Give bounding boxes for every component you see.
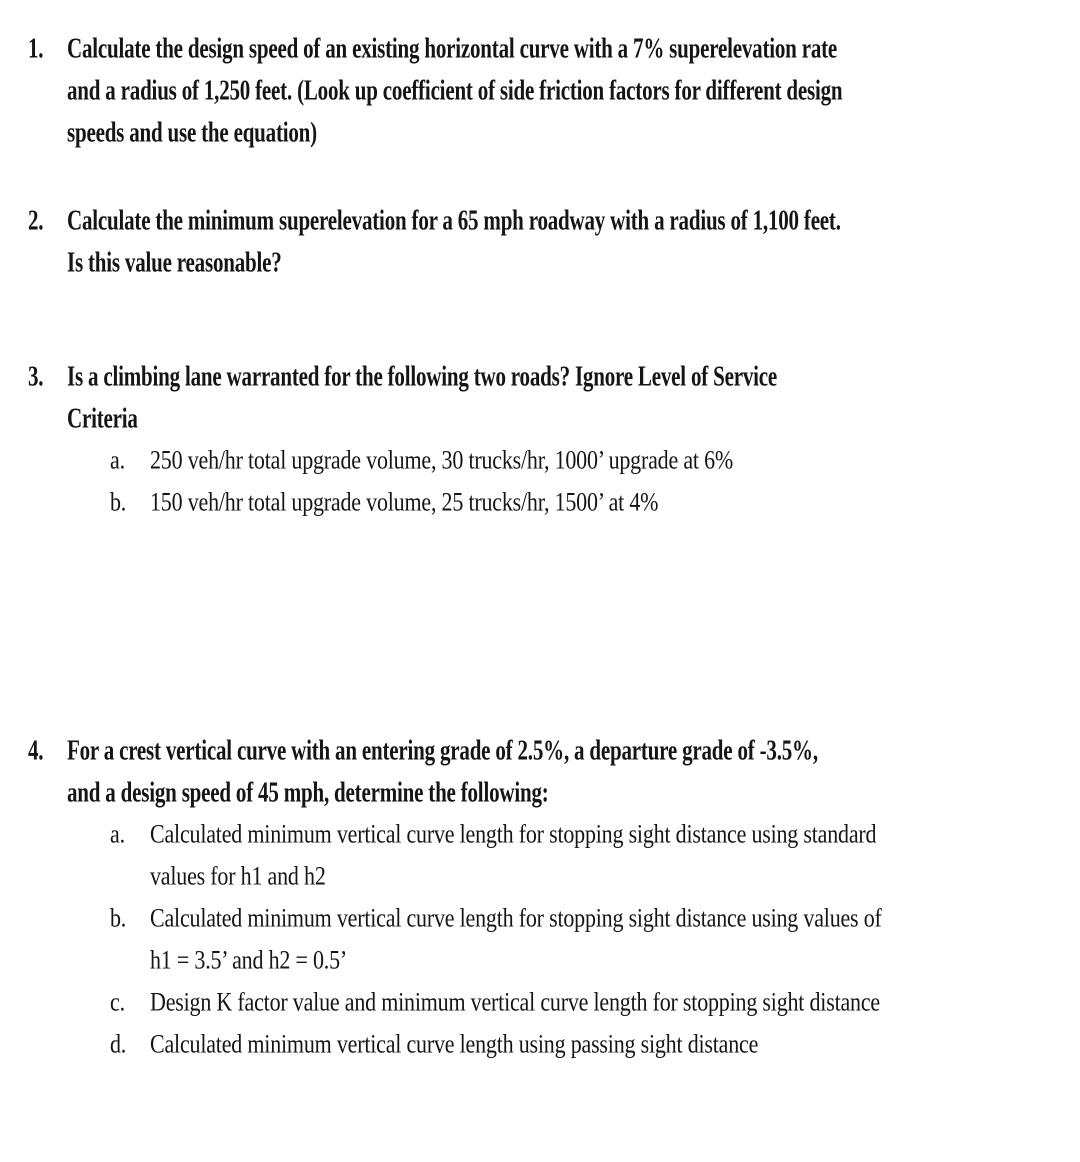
problem-3: [0, 355, 1080, 523]
problem-3-text: Is a climbing lane warranted for the following two roads? Ignore Level of Service: [67, 359, 777, 393]
subitem-letter: a.: [110, 444, 125, 475]
subitem-letter: b.: [110, 486, 127, 517]
subitem-text: h1 = 3.5’ and h2 = 0.5’: [150, 944, 347, 975]
subitem-letter: d.: [110, 1028, 127, 1059]
problem-4-text: and a design speed of 45 mph, determine the following:: [67, 775, 549, 809]
problem-3-text: Criteria: [67, 401, 138, 435]
problem-1-number: 1.: [28, 31, 44, 65]
problem-2-text: Calculate the minimum superelevation for a 65 mph roadway with a radius of 1,100 feet.: [67, 203, 841, 237]
problem-2: [0, 199, 1080, 283]
subitem-letter: a.: [110, 818, 125, 849]
subitem-text: 250 veh/hr total upgrade volume, 30 trucks/hr, 1000’ upgrade at 6%: [150, 444, 734, 475]
problem-1: [0, 27, 1080, 153]
problem-2-number: 2.: [28, 203, 44, 237]
problem-4-text: For a crest vertical curve with an entering grade of 2.5%, a departure grade of -3.5%,: [67, 733, 818, 767]
subitem-text: Design K factor value and minimum vertical curve length for stopping sight distance: [150, 986, 880, 1017]
problem-1-text: Calculate the design speed of an existing horizontal curve with a 7% superelevation rate: [67, 31, 838, 65]
problem-1-line-3: [0, 103, 1080, 161]
problem-4: [0, 729, 1080, 1065]
subitem-text: 150 veh/hr total upgrade volume, 25 trucks/hr, 1500’ at 4%: [150, 486, 659, 517]
subitem-text: Calculated minimum vertical curve length for stopping sight distance using values of: [150, 902, 882, 933]
problem-2-line-2: [0, 233, 1080, 291]
subitem-letter: b.: [110, 902, 127, 933]
problem-4-number: 4.: [28, 733, 44, 767]
subitem-letter: c.: [110, 986, 125, 1017]
problem-1-text: speeds and use the equation): [67, 115, 317, 149]
problem-1-text: and a radius of 1,250 feet. (Look up coefficient of side friction factors for different design: [67, 73, 843, 107]
subitem-text: Calculated minimum vertical curve length for stopping sight distance using standard: [150, 818, 877, 849]
problem-2-text: Is this value reasonable?: [67, 245, 282, 279]
subitem-text: values for h1 and h2: [150, 860, 326, 891]
problem-4-subitem-d: [0, 1018, 1080, 1069]
problem-3-number: 3.: [28, 359, 44, 393]
subitem-text: Calculated minimum vertical curve length using passing sight distance: [150, 1028, 759, 1059]
problem-3-subitem-b: [0, 476, 1080, 527]
